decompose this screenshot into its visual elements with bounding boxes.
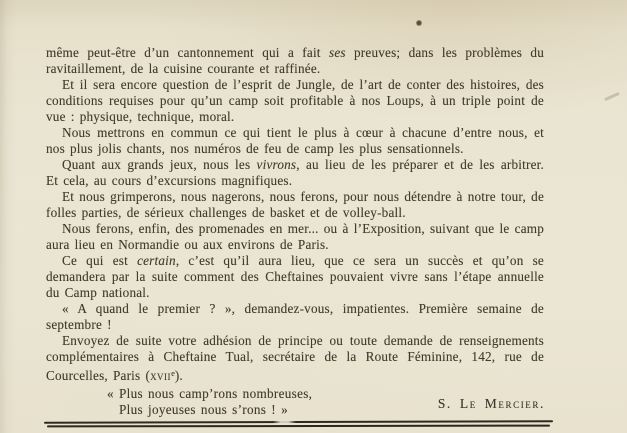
text-segment: Et il sera encore question de l’esprit de Jungle, de l’art de conter des histoires, des conditions requises pour qu’un camp soit profitable à nos Loups, à un triple point de vue : physique, technique, moral. <box>46 77 544 124</box>
body-text <box>46 45 544 384</box>
text-segment: certain <box>137 253 176 268</box>
paragraph <box>46 157 544 189</box>
paper-speck <box>416 20 422 26</box>
quote-line: Plus joyeuses nous s’rons ! » <box>119 402 288 418</box>
paragraph <box>46 125 544 157</box>
text-segment: vivrons <box>256 157 297 172</box>
text-segment: Et nous grimperons, nous nagerons, nous ferons, pour nous détendre à notre tour, de folles parties, de sérieux challenges de basket et de volley-ball. <box>46 189 544 220</box>
paragraph <box>46 301 544 333</box>
text-segment: Nous mettrons en commun ce qui tient le plus à cœur à chacune d’entre nous, et nos plus jolis chants, nos numéros de feu de camp les plus sensationnels. <box>46 125 544 156</box>
text-segment: , au lieu de les préparer et de les arbitrer. Et cela, au cours d’excursions magnifiques. <box>46 157 544 188</box>
paragraph <box>46 333 544 384</box>
signature: S. Le Mercier. <box>437 396 545 411</box>
text-segment: Envoyez de suite votre adhésion de principe ou toute demande de renseignements complémentaires à Cheftaine Tual, secrétaire de la Route Féminine, 142, rue de Courcelles, Paris ( <box>46 333 544 383</box>
text-segment: preuves; dans les problèmes du ravitaillement, de la cuisine courante et raffinée. <box>46 45 545 76</box>
double-rule-top-line <box>44 420 553 423</box>
text-segment: ). <box>174 368 183 383</box>
paragraph <box>46 45 544 77</box>
text-segment: « A quand le premier ? », demandez-vous, impatientes. Première semaine de septembre ! <box>46 301 544 332</box>
paper-smudge <box>604 92 620 101</box>
text-segment: ses <box>328 45 346 60</box>
quote-line: « Plus nous camp’rons nombreuses, <box>107 386 313 401</box>
double-rule-bottom-line <box>47 425 550 428</box>
text-segment: Quant aux grands jeux, nous les <box>62 157 257 172</box>
paragraph <box>46 77 544 125</box>
text-segment: Nous ferons, enfin, des promenades en mer... ou à l’Exposition, suivant que le camp aura lieu en Normandie ou aux environs de Paris. <box>46 221 544 252</box>
paragraph <box>46 189 544 221</box>
text-segment: , c’est qu’il aura lieu, que ce sera un succès et qu’on se demandera par la suite comment des Cheftaines pouvaient vivre sans l’étape annuelle du Camp national. <box>46 253 544 300</box>
paragraph <box>46 253 544 301</box>
text-segment: Ce qui est <box>62 253 138 268</box>
paragraph <box>46 221 544 253</box>
text-segment: e <box>171 368 175 378</box>
text-segment: xvii <box>150 368 172 383</box>
closing-quote <box>107 386 312 418</box>
text-segment: même peut-être d’un cantonnement qui a fait <box>46 45 329 60</box>
